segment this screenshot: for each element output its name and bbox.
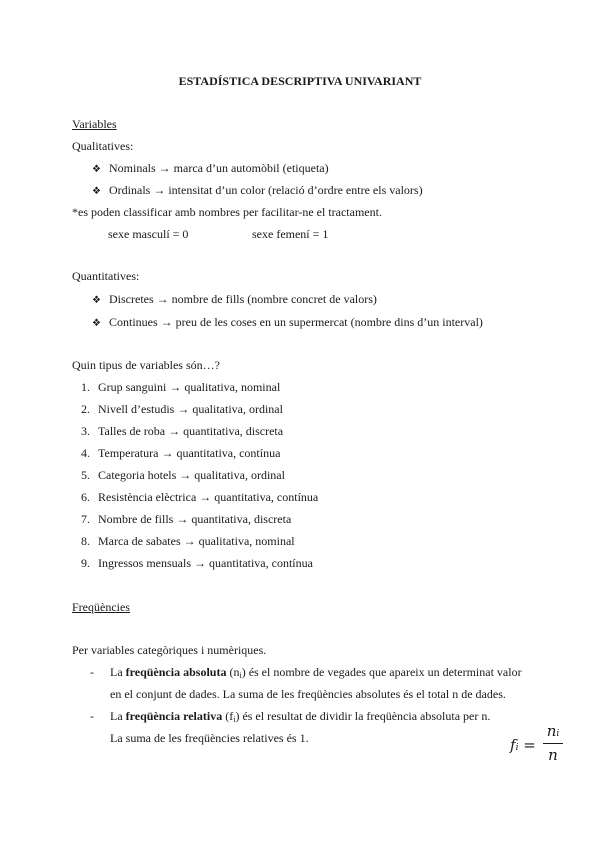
diamond-bullet-icon: ❖ [92,295,101,306]
numbered-list-item [72,402,283,416]
qualitative-item-ordinals: Ordinals → intensitat d’un color (relació d’ordre entre els valors) [109,183,423,197]
example-male: sexe masculí = 0 [108,227,189,241]
numbered-list-item [72,424,283,438]
numbered-list-item [72,512,291,526]
list-text: Temperatura → quantitativa, contínua [98,446,281,460]
diamond-bullet-icon: ❖ [92,164,101,175]
diamond-bullet-icon: ❖ [92,186,101,197]
numbered-list-item [72,556,313,570]
formula-lhs [510,736,536,754]
list-number: 2. [81,402,90,416]
list-number: 7. [81,512,90,526]
text-fragment: és el resultat de dividir la freqüència absoluta per n. [239,709,491,723]
symbol-close: ) [235,709,240,723]
list-number: 5. [81,468,90,482]
list-text: Nivell d’estudis → qualitativa, ordinal [98,402,283,416]
list-text: Marca de sabates → qualitativa, nominal [98,534,295,548]
formula-equals: = [518,736,536,754]
list-text: Talles de roba → quantitativa, discreta [98,424,284,438]
formula-numerator [542,722,564,740]
list-item [92,161,329,177]
diamond-bullet-icon: ❖ [92,318,101,329]
quantitative-label: Quantitatives: [72,269,140,283]
formula-n-sub: i [556,729,560,739]
list-number: 8. [81,534,90,548]
list-number: 1. [81,380,90,394]
quantitative-item-discrete: Discretes → nombre de fills (nombre concret de valors) [109,292,377,306]
text-fragment: és el nombre de vegades que apareix un determinat valor [245,665,522,679]
list-text: Grup sanguini → qualitativa, nominal [98,380,281,394]
qualitative-item-nominals: Nominals → marca d’un automòbil (etiqueta) [109,161,329,175]
formula-n: n [546,722,557,740]
list-text: Nombre de fills → quantitativa, discreta [98,512,292,526]
relative-frequency-line1 [90,709,490,727]
formula-denominator: n [548,746,558,764]
variables-heading: Variables [72,117,117,131]
dash-bullet: - [90,665,94,679]
numbered-list-item [72,446,280,460]
list-text: Resistència elèctrica → quantitativa, contínua [98,490,319,504]
fraction-bar [543,743,563,744]
numbered-list-item [72,468,285,482]
frequencies-intro: Per variables categòriques i numèriques. [72,643,267,657]
symbol-sub: i [233,715,236,724]
page-title: ESTADÍSTICA DESCRIPTIVA UNIVARIANT [178,74,422,88]
formula-f: f [510,736,516,754]
qualitative-label: Qualitatives: [72,139,134,153]
numbered-list-item [72,380,280,394]
qualitative-note: *es poden classificar amb nombres per facilitar-ne el tractament. [72,205,382,219]
absolute-frequency-line1 [90,665,522,683]
relative-frequency-line2: La suma de les freqüències relatives és 1. [110,731,309,745]
symbol-sub: i [239,671,242,680]
list-number: 9. [81,556,90,570]
list-item [92,183,423,199]
text-fragment: La [110,665,126,679]
dash-bullet: - [90,709,94,723]
numbered-list-item [72,534,295,548]
list-item [92,292,377,308]
formula-f-sub: i [515,743,519,753]
relative-frequency-formula [510,722,570,766]
frequencies-heading: Freqüències [72,600,130,614]
list-number: 3. [81,424,90,438]
absolute-frequency-line2: en el conjunt de dades. La suma de les freqüències absolutes és el total n de dades. [110,687,506,701]
list-item [92,315,483,331]
numbered-list-item [72,490,318,504]
list-text: Ingressos mensuals → quantitativa, contínua [98,556,313,570]
list-number: 6. [81,490,90,504]
term-absolute: freqüència absoluta [125,665,227,679]
quantitative-item-continuous: Continues → preu de les coses en un supermercat (nombre dins d’un interval) [109,315,483,329]
symbol-close: ) [241,665,246,679]
symbol: (f [225,709,234,723]
list-text: Categoria hotels → qualitativa, ordinal [98,468,285,482]
question-text: Quin tipus de variables són…? [72,358,220,372]
text-fragment: La [110,709,126,723]
term-relative: freqüència relativa [125,709,223,723]
symbol: (n [229,665,240,679]
example-female: sexe femení = 1 [252,227,329,241]
list-number: 4. [81,446,90,460]
